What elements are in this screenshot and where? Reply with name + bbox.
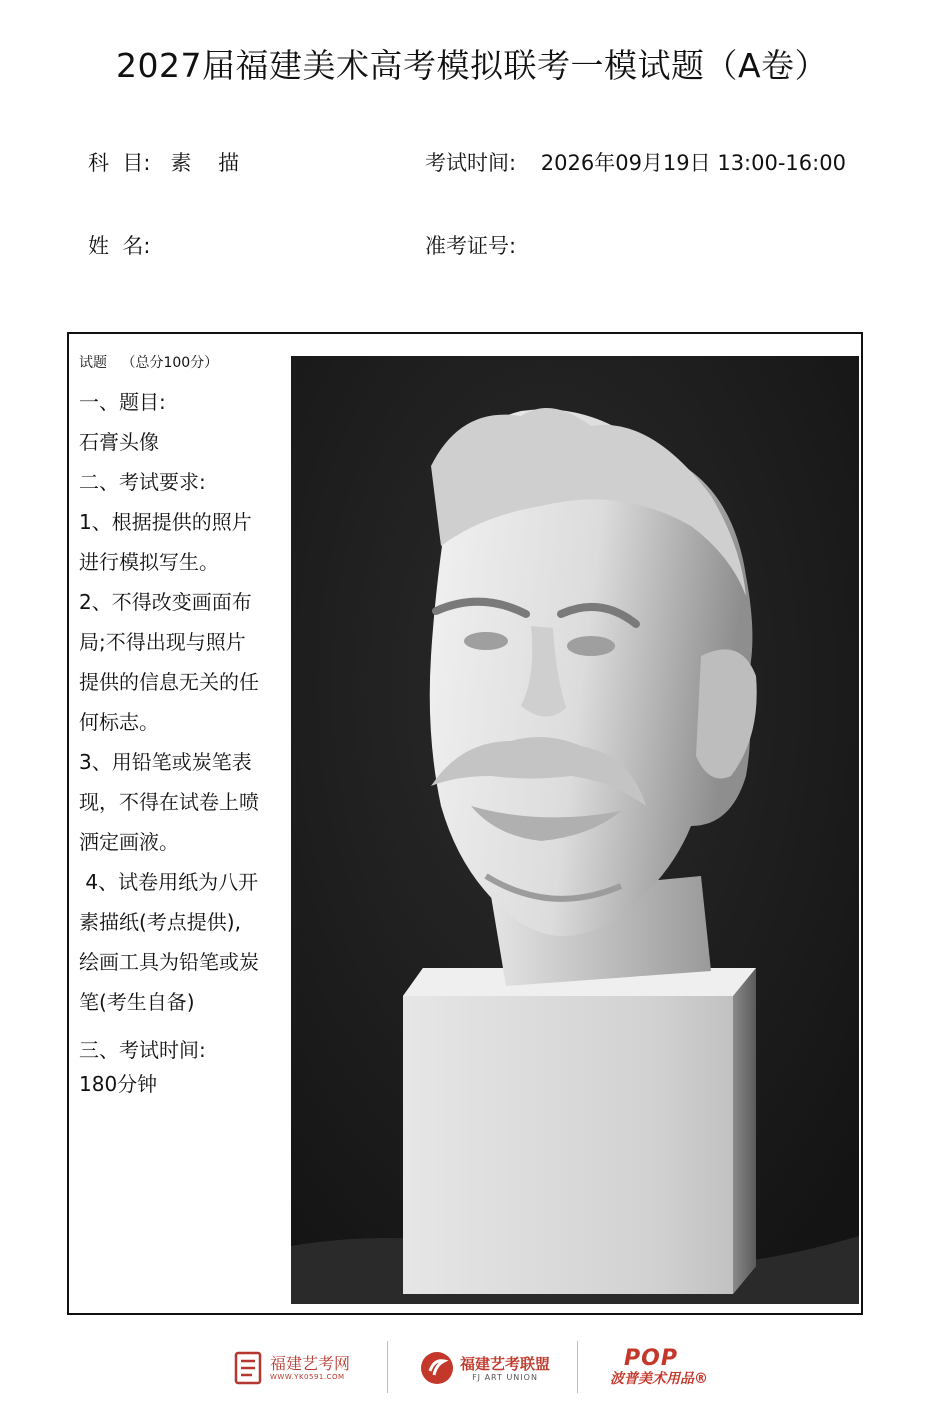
question-line: 三、考试时间: <box>79 1038 206 1062</box>
question-line: 2、不得改变画面布 <box>79 590 252 614</box>
ticket-number-field <box>425 230 516 260</box>
footer-logos <box>0 1335 944 1405</box>
question-line: 石膏头像 <box>79 430 159 454</box>
question-line: 进行模拟写生。 <box>79 550 219 574</box>
question-line: 提供的信息无关的任 <box>79 670 259 694</box>
plaster-bust-illustration <box>291 356 859 1304</box>
question-heading <box>79 352 279 374</box>
fujian-yikao-logo <box>234 1345 350 1391</box>
question-score: （总分100分） <box>121 355 219 371</box>
pop-art-supplies-logo <box>610 1345 708 1391</box>
name-label: 姓 名: <box>88 234 151 258</box>
question-line: 笔(考生自备) <box>79 990 195 1014</box>
question-line: 4、试卷用纸为八开 <box>79 870 259 894</box>
question-line: 3、用铅笔或炭笔表 <box>79 750 252 774</box>
yikao-book-icon <box>234 1351 264 1385</box>
footer-divider <box>577 1341 578 1393</box>
question-line: 二、考试要求: <box>79 470 206 494</box>
exam-time-field <box>425 147 846 177</box>
question-text <box>79 352 279 1104</box>
fj-art-union-logo <box>420 1345 550 1391</box>
question-line: 1、根据提供的照片 <box>79 510 252 534</box>
question-heading-label: 试题 <box>79 355 107 371</box>
logo2-sub: FJ ART UNION <box>472 1372 538 1382</box>
art-union-circle-icon <box>420 1351 454 1385</box>
question-line: 180分钟 <box>79 1072 158 1096</box>
question-line: 绘画工具为铅笔或炭 <box>79 950 259 974</box>
logo3-big: POP <box>624 1346 678 1371</box>
question-line: 素描纸(考点提供), <box>79 910 241 934</box>
name-field <box>88 230 150 260</box>
exam-time-value: 2026年09月19日 13:00-16:00 <box>540 151 846 175</box>
subject-label: 科 目: <box>88 151 164 175</box>
question-frame <box>67 332 863 1315</box>
logo1-url: WWW.YK0591.COM <box>270 1373 345 1381</box>
subject-field <box>88 147 239 177</box>
plaster-bust-photo <box>291 356 859 1304</box>
question-line: 一、题目: <box>79 390 166 414</box>
question-line: 局;不得出现与照片 <box>79 630 246 654</box>
logo1-name: 福建艺考网 <box>270 1354 351 1373</box>
question-line: 现，不得在试卷上喷 <box>79 790 259 814</box>
logo3-small: 波普美术用品® <box>610 1371 708 1387</box>
ticket-number-label: 准考证号: <box>425 234 517 258</box>
logo2-name: 福建艺考联盟 <box>460 1354 551 1373</box>
page-title: 2027届福建美术高考模拟联考一模试题（A卷） <box>115 46 829 85</box>
question-line: 何标志。 <box>79 710 159 734</box>
exam-time-label: 考试时间: <box>425 151 517 175</box>
footer-divider <box>387 1341 388 1393</box>
question-line: 洒定画液。 <box>79 830 179 854</box>
subject-value: 素 描 <box>170 151 240 175</box>
